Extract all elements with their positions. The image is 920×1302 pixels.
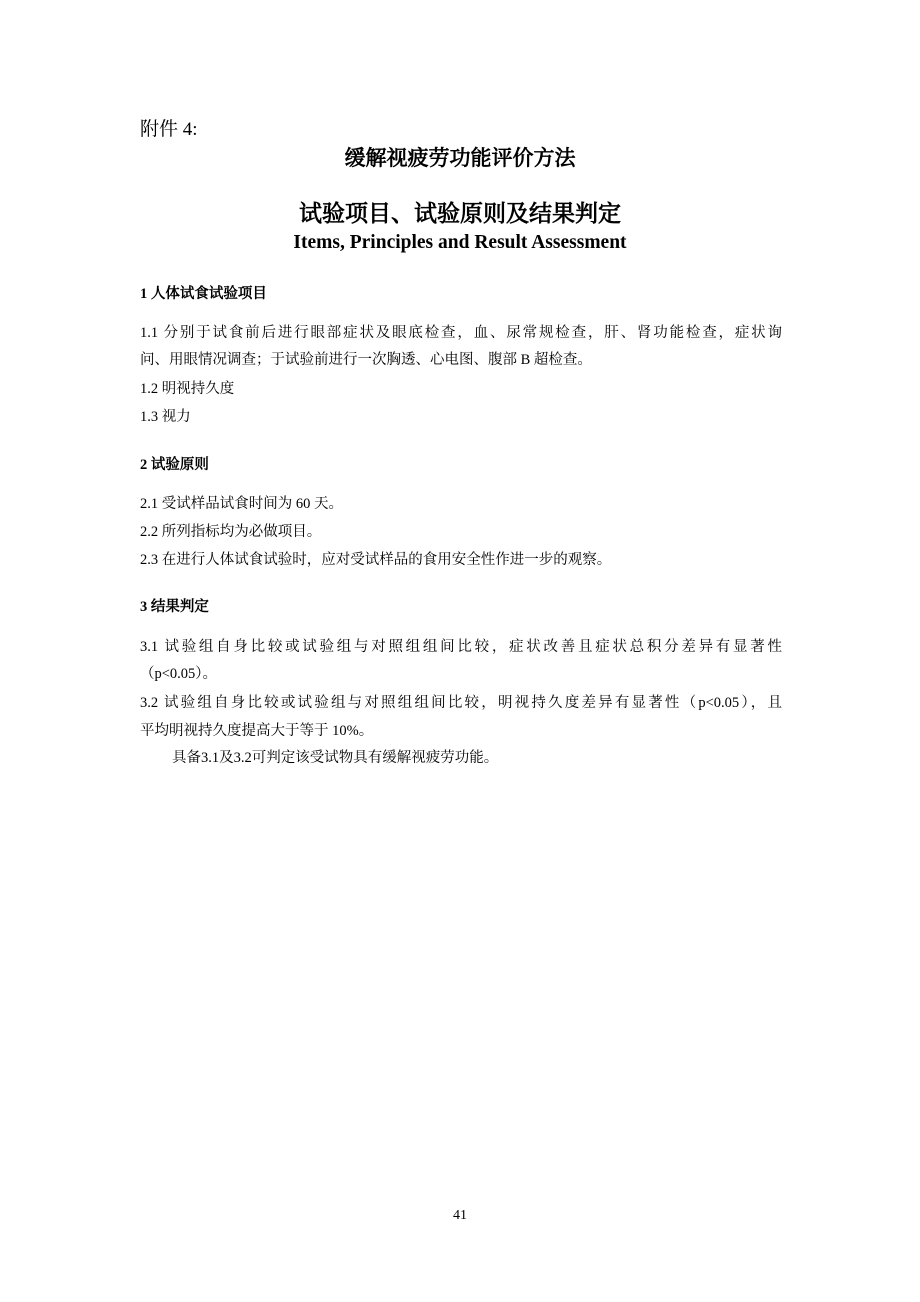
- attachment-label: 附件 4:: [140, 119, 198, 140]
- document-subtitle-english: Items, Principles and Result Assessment: [293, 232, 627, 253]
- page-number: 41: [453, 1208, 467, 1223]
- paragraph-line: （p<0.05）。: [140, 666, 218, 682]
- paragraph-line: 1.3 视力: [140, 409, 191, 425]
- paragraph-line: 2.1 受试样品试食时间为 60 天。: [140, 496, 343, 512]
- paragraph-line: 3.2 试验组自身比较或试验组与对照组组间比较，明视持久度差异有显著性（p<0.05），且: [140, 695, 782, 711]
- paragraph-line: 平均明视持久度提高大于等于 10%。: [140, 723, 374, 739]
- paragraph-line: 1.1 分别于试食前后进行眼部症状及眼底检查，血、尿常规检查，肝、肾功能检查，症状询: [140, 325, 782, 341]
- paragraph-line: 2.2 所列指标均为必做项目。: [140, 524, 322, 540]
- document-title: 缓解视疲劳功能评价方法: [344, 146, 576, 170]
- section-heading-1: 1 人体试食试验项目: [140, 286, 267, 302]
- paragraph-line: 问、用眼情况调查；于试验前进行一次胸透、心电图、腹部 B 超检查。: [140, 352, 592, 368]
- section-heading-2: 2 试验原则: [140, 457, 209, 473]
- paragraph-line: 1.2 明视持久度: [140, 381, 235, 397]
- conclusion-line: 具备3.1及3.2可判定该受试物具有缓解视疲劳功能。: [172, 750, 499, 766]
- document-subtitle: 试验项目、试验原则及结果判定: [299, 201, 621, 227]
- paragraph-line: 2.3 在进行人体试食试验时，应对受试样品的食用安全性作进一步的观察。: [140, 552, 612, 568]
- paragraph-line: 3.1 试验组自身比较或试验组与对照组组间比较，症状改善且症状总积分差异有显著性: [140, 639, 782, 655]
- section-heading-3: 3 结果判定: [140, 599, 209, 615]
